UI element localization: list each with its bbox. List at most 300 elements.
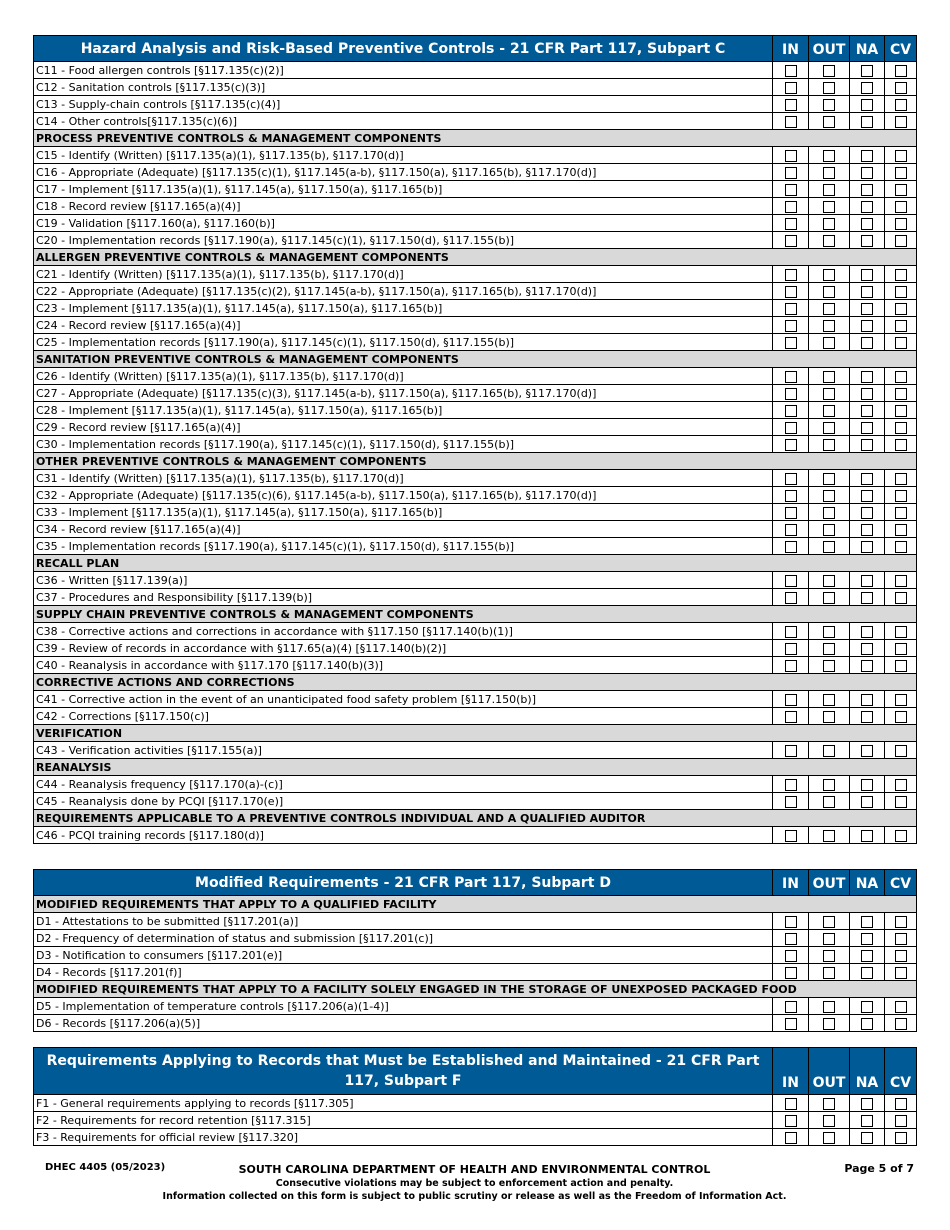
cv-checkbox[interactable] — [895, 660, 907, 672]
na-checkbox[interactable] — [861, 422, 873, 434]
out-checkbox[interactable] — [823, 184, 835, 196]
na-checkbox[interactable] — [861, 269, 873, 281]
out-checkbox[interactable] — [823, 167, 835, 179]
item-label: D1 - Attestations to be submitted [§117.201(a)] — [34, 913, 773, 930]
in-checkbox[interactable] — [785, 933, 797, 945]
item-label: C35 - Implementation records [§117.190(a), §117.145(c)(1), §117.150(d), §117.155(b)] — [34, 538, 773, 555]
in-cell — [773, 113, 809, 130]
na-checkbox[interactable] — [861, 916, 873, 928]
cv-cell — [885, 113, 917, 130]
na-cell — [850, 436, 885, 453]
na-cell — [850, 368, 885, 385]
na-checkbox[interactable] — [861, 660, 873, 672]
na-checkbox[interactable] — [861, 439, 873, 451]
in-checkbox[interactable] — [785, 660, 797, 672]
in-checkbox[interactable] — [785, 371, 797, 383]
na-checkbox[interactable] — [861, 337, 873, 349]
cv-checkbox[interactable] — [895, 490, 907, 502]
cv-checkbox[interactable] — [895, 218, 907, 230]
in-checkbox[interactable] — [785, 82, 797, 94]
na-checkbox[interactable] — [861, 490, 873, 502]
cv-checkbox[interactable] — [895, 950, 907, 962]
in-checkbox[interactable] — [785, 405, 797, 417]
cv-cell — [885, 776, 917, 793]
cv-cell — [885, 62, 917, 79]
item-label: F2 - Requirements for record retention [§117.315] — [34, 1112, 773, 1129]
cv-checkbox[interactable] — [895, 779, 907, 791]
na-cell — [850, 913, 885, 930]
out-checkbox[interactable] — [823, 439, 835, 451]
na-checkbox[interactable] — [861, 303, 873, 315]
section-header-row — [34, 453, 917, 470]
out-checkbox[interactable] — [823, 643, 835, 655]
column-header-in: IN — [773, 36, 809, 62]
cv-checkbox[interactable] — [895, 82, 907, 94]
in-checkbox[interactable] — [785, 507, 797, 519]
in-cell — [773, 538, 809, 555]
out-checkbox[interactable] — [823, 65, 835, 77]
section-header-row — [34, 674, 917, 691]
item-label: C14 - Other controls[§117.135(c)(6)] — [34, 113, 773, 130]
cv-checkbox[interactable] — [895, 422, 907, 434]
na-checkbox[interactable] — [861, 507, 873, 519]
out-cell — [809, 572, 850, 589]
item-label: C27 - Appropriate (Adequate) [§117.135(c)(3), §117.145(a-b), §117.150(a), §117.165(b), §117.170(d)] — [34, 385, 773, 402]
out-cell — [809, 164, 850, 181]
in-checkbox[interactable] — [785, 524, 797, 536]
out-checkbox[interactable] — [823, 286, 835, 298]
out-checkbox[interactable] — [823, 626, 835, 638]
in-checkbox[interactable] — [785, 184, 797, 196]
na-checkbox[interactable] — [861, 235, 873, 247]
cv-cell — [885, 589, 917, 606]
out-checkbox[interactable] — [823, 711, 835, 723]
na-checkbox[interactable] — [861, 592, 873, 604]
na-cell — [850, 998, 885, 1015]
out-cell — [809, 1015, 850, 1032]
out-cell — [809, 470, 850, 487]
cv-checkbox[interactable] — [895, 967, 907, 979]
in-checkbox[interactable] — [785, 1001, 797, 1013]
in-cell — [773, 181, 809, 198]
out-checkbox[interactable] — [823, 694, 835, 706]
out-cell — [809, 742, 850, 759]
cv-checkbox[interactable] — [895, 235, 907, 247]
section-header-row — [34, 555, 917, 572]
out-checkbox[interactable] — [823, 1098, 835, 1110]
in-checkbox[interactable] — [785, 830, 797, 842]
out-checkbox[interactable] — [823, 575, 835, 587]
in-checkbox[interactable] — [785, 1018, 797, 1030]
item-label: C39 - Review of records in accordance with §117.65(a)(4) [§117.140(b)(2)] — [34, 640, 773, 657]
na-checkbox[interactable] — [861, 473, 873, 485]
out-checkbox[interactable] — [823, 1001, 835, 1013]
cv-cell — [885, 300, 917, 317]
cv-checkbox[interactable] — [895, 286, 907, 298]
in-checkbox[interactable] — [785, 473, 797, 485]
out-checkbox[interactable] — [823, 933, 835, 945]
item-label: C29 - Record review [§117.165(a)(4)] — [34, 419, 773, 436]
in-checkbox[interactable] — [785, 269, 797, 281]
in-checkbox[interactable] — [785, 796, 797, 808]
section-header-row — [34, 981, 917, 998]
out-checkbox[interactable] — [823, 524, 835, 536]
in-checkbox[interactable] — [785, 745, 797, 757]
item-label: C11 - Food allergen controls [§117.135(c)(2)] — [34, 62, 773, 79]
out-checkbox[interactable] — [823, 473, 835, 485]
cv-checkbox[interactable] — [895, 201, 907, 213]
in-checkbox[interactable] — [785, 626, 797, 638]
cv-checkbox[interactable] — [895, 507, 907, 519]
in-cell — [773, 300, 809, 317]
in-cell — [773, 385, 809, 402]
na-cell — [850, 504, 885, 521]
item-label: C28 - Implement [§117.135(a)(1), §117.145(a), §117.150(a), §117.165(b)] — [34, 402, 773, 419]
cv-cell — [885, 232, 917, 249]
na-checkbox[interactable] — [861, 320, 873, 332]
cv-cell — [885, 640, 917, 657]
checklist-row — [34, 62, 917, 79]
cv-checkbox[interactable] — [895, 1115, 907, 1127]
out-checkbox[interactable] — [823, 1132, 835, 1144]
out-checkbox[interactable] — [823, 830, 835, 842]
in-checkbox[interactable] — [785, 490, 797, 502]
out-checkbox[interactable] — [823, 388, 835, 400]
out-checkbox[interactable] — [823, 82, 835, 94]
cv-checkbox[interactable] — [895, 1098, 907, 1110]
in-checkbox[interactable] — [785, 643, 797, 655]
in-checkbox[interactable] — [785, 967, 797, 979]
na-checkbox[interactable] — [861, 184, 873, 196]
na-checkbox[interactable] — [861, 626, 873, 638]
in-checkbox[interactable] — [785, 150, 797, 162]
out-checkbox[interactable] — [823, 218, 835, 230]
item-label: C33 - Implement [§117.135(a)(1), §117.145(a), §117.150(a), §117.165(b)] — [34, 504, 773, 521]
in-checkbox[interactable] — [785, 439, 797, 451]
na-cell — [850, 776, 885, 793]
cv-checkbox[interactable] — [895, 694, 907, 706]
in-cell — [773, 623, 809, 640]
cv-checkbox[interactable] — [895, 575, 907, 587]
cv-checkbox[interactable] — [895, 830, 907, 842]
out-checkbox[interactable] — [823, 422, 835, 434]
na-checkbox[interactable] — [861, 711, 873, 723]
cv-cell — [885, 504, 917, 521]
cv-cell — [885, 487, 917, 504]
checklist-row — [34, 589, 917, 606]
out-checkbox[interactable] — [823, 745, 835, 757]
out-cell — [809, 62, 850, 79]
in-checkbox[interactable] — [785, 950, 797, 962]
item-label: C20 - Implementation records [§117.190(a), §117.145(c)(1), §117.150(d), §117.155(b)] — [34, 232, 773, 249]
item-label: C26 - Identify (Written) [§117.135(a)(1), §117.135(b), §117.170(d)] — [34, 368, 773, 385]
out-cell — [809, 436, 850, 453]
out-checkbox[interactable] — [823, 337, 835, 349]
checklist-row — [34, 1129, 917, 1146]
out-checkbox[interactable] — [823, 779, 835, 791]
in-checkbox[interactable] — [785, 592, 797, 604]
column-header-cv: CV — [885, 1048, 917, 1095]
in-checkbox[interactable] — [785, 99, 797, 111]
checklist-row — [34, 96, 917, 113]
na-cell — [850, 930, 885, 947]
cv-cell — [885, 215, 917, 232]
checklist-row — [34, 913, 917, 930]
out-checkbox[interactable] — [823, 320, 835, 332]
out-cell — [809, 691, 850, 708]
in-checkbox[interactable] — [785, 337, 797, 349]
in-checkbox[interactable] — [785, 286, 797, 298]
cv-checkbox[interactable] — [895, 933, 907, 945]
checklist-row — [34, 691, 917, 708]
cv-checkbox[interactable] — [895, 626, 907, 638]
out-checkbox[interactable] — [823, 916, 835, 928]
out-cell — [809, 640, 850, 657]
na-checkbox[interactable] — [861, 950, 873, 962]
in-checkbox[interactable] — [785, 65, 797, 77]
in-checkbox[interactable] — [785, 388, 797, 400]
na-checkbox[interactable] — [861, 286, 873, 298]
out-cell — [809, 232, 850, 249]
na-cell — [850, 419, 885, 436]
cv-checkbox[interactable] — [895, 1001, 907, 1013]
checklist-row — [34, 368, 917, 385]
cv-checkbox[interactable] — [895, 167, 907, 179]
page-number: Page 5 of 7 — [844, 1162, 914, 1175]
na-checkbox[interactable] — [861, 371, 873, 383]
column-header-cv: CV — [885, 36, 917, 62]
section-header-row — [34, 759, 917, 776]
na-checkbox[interactable] — [861, 933, 873, 945]
cv-cell — [885, 147, 917, 164]
section-header-row — [34, 606, 917, 623]
in-checkbox[interactable] — [785, 779, 797, 791]
out-checkbox[interactable] — [823, 235, 835, 247]
column-header-na: NA — [850, 36, 885, 62]
in-cell — [773, 776, 809, 793]
cv-cell — [885, 947, 917, 964]
checklist-row — [34, 470, 917, 487]
checklist-row — [34, 232, 917, 249]
in-checkbox[interactable] — [785, 575, 797, 587]
out-checkbox[interactable] — [823, 660, 835, 672]
in-checkbox[interactable] — [785, 1115, 797, 1127]
out-checkbox[interactable] — [823, 796, 835, 808]
checklist-row — [34, 215, 917, 232]
out-checkbox[interactable] — [823, 507, 835, 519]
cv-checkbox[interactable] — [895, 269, 907, 281]
cv-checkbox[interactable] — [895, 150, 907, 162]
na-cell — [850, 487, 885, 504]
na-checkbox[interactable] — [861, 1018, 873, 1030]
na-checkbox[interactable] — [861, 388, 873, 400]
cv-checkbox[interactable] — [895, 524, 907, 536]
cv-checkbox[interactable] — [895, 796, 907, 808]
na-checkbox[interactable] — [861, 694, 873, 706]
out-cell — [809, 419, 850, 436]
na-checkbox[interactable] — [861, 116, 873, 128]
cv-checkbox[interactable] — [895, 1132, 907, 1144]
na-cell — [850, 232, 885, 249]
na-checkbox[interactable] — [861, 643, 873, 655]
na-checkbox[interactable] — [861, 541, 873, 553]
out-cell — [809, 181, 850, 198]
in-checkbox[interactable] — [785, 694, 797, 706]
cv-cell — [885, 793, 917, 810]
out-checkbox[interactable] — [823, 490, 835, 502]
cv-checkbox[interactable] — [895, 371, 907, 383]
cv-checkbox[interactable] — [895, 388, 907, 400]
out-checkbox[interactable] — [823, 950, 835, 962]
in-cell — [773, 266, 809, 283]
cv-cell — [885, 827, 917, 844]
out-cell — [809, 1095, 850, 1112]
cv-cell — [885, 419, 917, 436]
item-label: C42 - Corrections [§117.150(c)] — [34, 708, 773, 725]
out-checkbox[interactable] — [823, 201, 835, 213]
cv-cell — [885, 1095, 917, 1112]
cv-checkbox[interactable] — [895, 65, 907, 77]
na-checkbox[interactable] — [861, 99, 873, 111]
in-checkbox[interactable] — [785, 1132, 797, 1144]
na-cell — [850, 147, 885, 164]
checklist-row — [34, 708, 917, 725]
out-checkbox[interactable] — [823, 269, 835, 281]
checklist-row — [34, 776, 917, 793]
in-checkbox[interactable] — [785, 711, 797, 723]
cv-cell — [885, 181, 917, 198]
cv-cell — [885, 266, 917, 283]
na-checkbox[interactable] — [861, 1098, 873, 1110]
cv-checkbox[interactable] — [895, 473, 907, 485]
out-checkbox[interactable] — [823, 303, 835, 315]
cv-checkbox[interactable] — [895, 1018, 907, 1030]
in-checkbox[interactable] — [785, 235, 797, 247]
out-checkbox[interactable] — [823, 150, 835, 162]
na-cell — [850, 964, 885, 981]
checklist-row — [34, 283, 917, 300]
section-header-label: VERIFICATION — [34, 725, 917, 742]
in-checkbox[interactable] — [785, 1098, 797, 1110]
cv-checkbox[interactable] — [895, 116, 907, 128]
in-checkbox[interactable] — [785, 916, 797, 928]
in-checkbox[interactable] — [785, 218, 797, 230]
in-cell — [773, 334, 809, 351]
in-checkbox[interactable] — [785, 167, 797, 179]
in-checkbox[interactable] — [785, 541, 797, 553]
cv-checkbox[interactable] — [895, 405, 907, 417]
enforcement-notice: Consecutive violations may be subject to enforcement action and penalty. — [275, 1178, 674, 1189]
out-cell — [809, 708, 850, 725]
section-header-label: SANITATION PREVENTIVE CONTROLS & MANAGEMENT COMPONENTS — [34, 351, 917, 368]
in-cell — [773, 708, 809, 725]
out-checkbox[interactable] — [823, 592, 835, 604]
cv-checkbox[interactable] — [895, 745, 907, 757]
item-label: C22 - Appropriate (Adequate) [§117.135(c)(2), §117.145(a-b), §117.150(a), §117.165(b), §117.170(d)] — [34, 283, 773, 300]
cv-checkbox[interactable] — [895, 320, 907, 332]
in-cell — [773, 504, 809, 521]
out-checkbox[interactable] — [823, 371, 835, 383]
in-checkbox[interactable] — [785, 116, 797, 128]
na-checkbox[interactable] — [861, 575, 873, 587]
section-header-row — [34, 810, 917, 827]
cv-cell — [885, 317, 917, 334]
na-checkbox[interactable] — [861, 1132, 873, 1144]
out-cell — [809, 657, 850, 674]
in-checkbox[interactable] — [785, 201, 797, 213]
na-checkbox[interactable] — [861, 65, 873, 77]
na-checkbox[interactable] — [861, 167, 873, 179]
na-checkbox[interactable] — [861, 524, 873, 536]
out-cell — [809, 504, 850, 521]
cv-checkbox[interactable] — [895, 303, 907, 315]
out-checkbox[interactable] — [823, 967, 835, 979]
in-checkbox[interactable] — [785, 320, 797, 332]
out-checkbox[interactable] — [823, 1018, 835, 1030]
footer-center — [33, 1162, 916, 1203]
na-checkbox[interactable] — [861, 745, 873, 757]
section-header-row — [34, 130, 917, 147]
item-label: C45 - Reanalysis done by PCQI [§117.170(e)] — [34, 793, 773, 810]
column-header-out: OUT — [809, 870, 850, 896]
cv-checkbox[interactable] — [895, 592, 907, 604]
subpart-c-table — [33, 35, 917, 844]
na-checkbox[interactable] — [861, 796, 873, 808]
na-checkbox[interactable] — [861, 150, 873, 162]
cv-checkbox[interactable] — [895, 541, 907, 553]
na-checkbox[interactable] — [861, 967, 873, 979]
cv-checkbox[interactable] — [895, 184, 907, 196]
agency-name: SOUTH CAROLINA DEPARTMENT OF HEALTH AND ENVIRONMENTAL CONTROL — [238, 1163, 711, 1176]
out-cell — [809, 998, 850, 1015]
cv-checkbox[interactable] — [895, 643, 907, 655]
in-cell — [773, 147, 809, 164]
na-checkbox[interactable] — [861, 1001, 873, 1013]
na-checkbox[interactable] — [861, 405, 873, 417]
out-checkbox[interactable] — [823, 541, 835, 553]
cv-cell — [885, 691, 917, 708]
na-checkbox[interactable] — [861, 218, 873, 230]
cv-checkbox[interactable] — [895, 439, 907, 451]
cv-checkbox[interactable] — [895, 337, 907, 349]
cv-checkbox[interactable] — [895, 916, 907, 928]
cv-checkbox[interactable] — [895, 711, 907, 723]
na-cell — [850, 521, 885, 538]
in-checkbox[interactable] — [785, 303, 797, 315]
out-checkbox[interactable] — [823, 1115, 835, 1127]
na-checkbox[interactable] — [861, 779, 873, 791]
item-label: F3 - Requirements for official review [§117.320] — [34, 1129, 773, 1146]
na-checkbox[interactable] — [861, 1115, 873, 1127]
checklist-row — [34, 742, 917, 759]
na-checkbox[interactable] — [861, 830, 873, 842]
out-checkbox[interactable] — [823, 405, 835, 417]
in-checkbox[interactable] — [785, 422, 797, 434]
cv-checkbox[interactable] — [895, 99, 907, 111]
in-cell — [773, 419, 809, 436]
item-label: C46 - PCQI training records [§117.180(d)] — [34, 827, 773, 844]
section-header-row — [34, 249, 917, 266]
na-checkbox[interactable] — [861, 201, 873, 213]
checklist-row — [34, 538, 917, 555]
out-checkbox[interactable] — [823, 116, 835, 128]
na-checkbox[interactable] — [861, 82, 873, 94]
na-cell — [850, 589, 885, 606]
in-cell — [773, 1095, 809, 1112]
out-checkbox[interactable] — [823, 99, 835, 111]
checklist-row — [34, 640, 917, 657]
item-label: C19 - Validation [§117.160(a), §117.160(b)] — [34, 215, 773, 232]
